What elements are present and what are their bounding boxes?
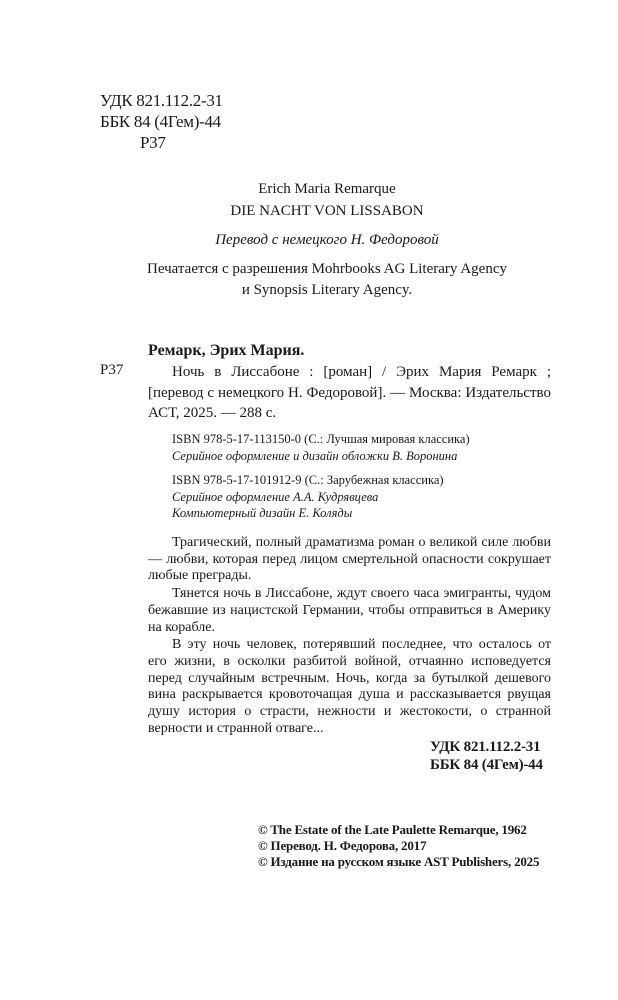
permission-note [0, 259, 618, 301]
classification-codes-top [100, 90, 223, 153]
permission-line: Печатается с разрешения Mohrbooks AG Literary Agency [147, 261, 507, 277]
translation-note: Перевод с немецкого Н. Федоровой [215, 232, 439, 248]
catalog-author-mark: Р37 [100, 362, 124, 378]
udk-code: УДК 821.112.2-31 [430, 739, 541, 755]
catalog-author: Ремарк, Эрих Мария. [148, 342, 305, 359]
design-credit: Серийное оформление А.А. Кудрявцева [172, 489, 379, 504]
bbk-code: ББК 84 (4Гем)-44 [430, 757, 543, 773]
author-mark: Р37 [140, 133, 166, 152]
annotation-paragraph: В эту ночь человек, потерявший последнее, что осталось от его жизни, в осколки разбитой войной, отчаянно исповедуется перед случайным встречным. Ночь, когда за бутылкой дешевого вина раскрывается кровоточащая душа и рассказывается рвущая душу история о страсти, нежности и жестокости, о странной верности и странной отваге... [148, 637, 551, 736]
design-credit: Компьютерный дизайн Е. Коляды [172, 506, 353, 520]
bbk-code: ББК 84 (4Гем)-44 [100, 112, 221, 131]
original-author: Erich Maria Remarque [258, 181, 396, 197]
design-credit: Серийное оформление и дизайн обложки В. Воронина [172, 448, 458, 463]
classification-codes-bottom [430, 738, 543, 774]
edition-block [172, 472, 444, 522]
udk-code: УДК 821.112.2-31 [100, 91, 223, 110]
annotation-paragraph: Тянется ночь в Лиссабоне, ждут своего часа эмигранты, чудом бежавшие из нацистской Германии, чтобы отправиться в Америку на корабле. [148, 586, 551, 635]
permission-line: и Synopsis Literary Agency. [241, 282, 413, 298]
isbn: ISBN 978-5-17-113150-0 (С.: Лучшая мировая классика) [172, 432, 470, 446]
copyright-line: © Перевод. Н. Федорова, 2017 [258, 838, 427, 853]
isbn: ISBN 978-5-17-101912-9 (С.: Зарубежная классика) [172, 473, 444, 487]
edition-block [172, 431, 470, 464]
catalog-description: Ночь в Лиссабоне : [роман] / Эрих Мария Ремарк ; [перевод с немецкого Н. Федоровой]. — Москва: Издательство АСТ, 2025. — 288 с. [148, 364, 551, 421]
annotation-paragraph: Трагический, полный драматизма роман о великой силе любви — любви, которая перед лицом смертельной опасности сокрушает любые преграды. [148, 535, 551, 584]
copyright-line: © The Estate of the Late Paulette Remarque, 1962 [258, 822, 527, 837]
copyright-block [258, 822, 539, 870]
original-title: DIE NACHT VON LISSABON [230, 203, 424, 219]
copyright-line: © Издание на русском языке AST Publishers, 2025 [258, 854, 540, 869]
annotation [148, 535, 551, 738]
